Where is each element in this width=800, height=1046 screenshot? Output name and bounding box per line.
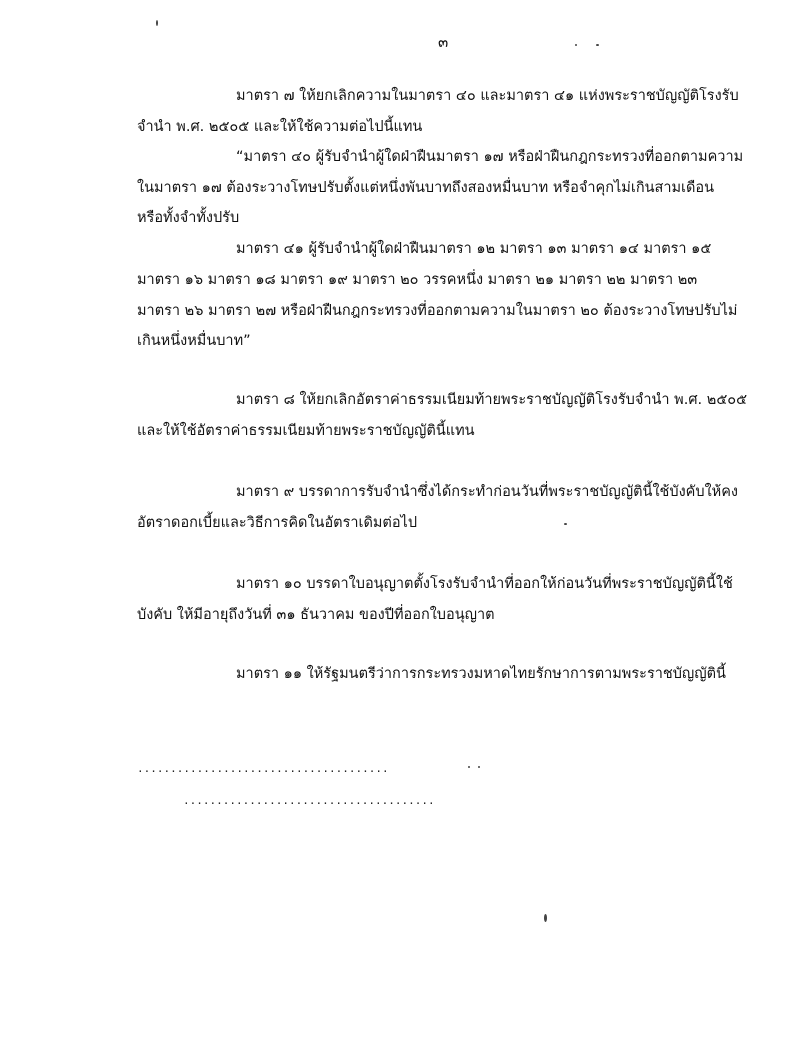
page-number: ๓ bbox=[438, 33, 449, 51]
section-41-line-1: มาตรา ๔๑ ผู้รับจำนำผู้ใดฝ่าฝืนมาตรา ๑๒ มาตรา ๑๓ มาตรา ๑๔ มาตรา ๑๕ bbox=[236, 241, 712, 257]
section-11-line-1: มาตรา ๑๑ ให้รัฐมนตรีว่าการกระทรวงมหาดไทยรักษาการตามพระราชบัญญัตินี้ bbox=[236, 666, 726, 682]
section-9-line-2: อัตราดอกเบี้ยและวิธีการคิดในอัตราเดิมต่อไป bbox=[137, 515, 418, 531]
section-10-line-1: มาตรา ๑๐ บรรดาใบอนุญาตตั้งโรงรับจำนำที่ออกให้ก่อนวันที่พระราชบัญญัตินี้ใช้ bbox=[236, 576, 733, 592]
scan-speck bbox=[544, 914, 547, 922]
section-8-line-1: มาตรา ๘ ให้ยกเลิกอัตราค่าธรรมเนียมท้ายพระราชบัญญัติโรงรับจำนำ พ.ศ. ๒๕๐๕ bbox=[236, 392, 748, 408]
section-40-line-3: หรือทั้งจำทั้งปรับ bbox=[137, 210, 240, 226]
signature-dotted-line: ...................................... bbox=[137, 762, 389, 775]
section-40-line-2: ในมาตรา ๑๗ ต้องระวางโทษปรับตั้งแต่หนึ่งพันบาทถึงสองหมื่นบาท หรือจำคุกไม่เกินสามเดือน bbox=[137, 180, 715, 196]
scan-speck bbox=[596, 44, 599, 46]
section-41-line-3: มาตรา ๒๖ มาตรา ๒๗ หรือฝ่าฝืนกฎกระทรวงที่ออกตามความในมาตรา ๒๐ ต้องระวางโทษปรับไม่ bbox=[137, 303, 738, 319]
scan-speck bbox=[468, 766, 470, 768]
section-41-line-2: มาตรา ๑๖ มาตรา ๑๘ มาตรา ๑๙ มาตรา ๒๐ วรรคหนึ่ง มาตรา ๒๑ มาตรา ๒๒ มาตรา ๒๓ bbox=[137, 272, 698, 288]
section-10-line-2: บังคับ ให้มีอายุถึงวันที่ ๓๑ ธันวาคม ของปีที่ออกใบอนุญาต bbox=[137, 607, 495, 623]
section-41-line-4: เกินหนึ่งหมื่นบาท” bbox=[137, 333, 251, 349]
section-40-line-1: “มาตรา ๔๐ ผู้รับจำนำผู้ใดฝ่าฝืนมาตรา ๑๗ หรือฝ่าฝืนกฎกระทรวงที่ออกตามความ bbox=[236, 149, 744, 165]
scan-speck bbox=[564, 523, 567, 525]
section-7-line-2: จำนำ พ.ศ. ๒๕๐๕ และให้ใช้ความต่อไปนี้แทน bbox=[137, 119, 423, 135]
section-7-line-1: มาตรา ๗ ให้ยกเลิกความในมาตรา ๔๐ และมาตรา ๔๑ แห่งพระราชบัญญัติโรงรับ bbox=[236, 88, 739, 104]
scan-speck bbox=[575, 44, 577, 46]
section-8-line-2: และให้ใช้อัตราค่าธรรมเนียมท้ายพระราชบัญญัตินี้แทน bbox=[137, 423, 475, 439]
section-9-line-1: มาตรา ๙ บรรดาการรับจำนำซึ่งได้กระทำก่อนวันที่พระราชบัญญัตินี้ใช้บังคับให้คง bbox=[236, 484, 738, 500]
scan-speck bbox=[156, 20, 158, 26]
scan-speck bbox=[478, 766, 480, 768]
signature-title-dotted-line: ...................................... bbox=[183, 794, 435, 807]
